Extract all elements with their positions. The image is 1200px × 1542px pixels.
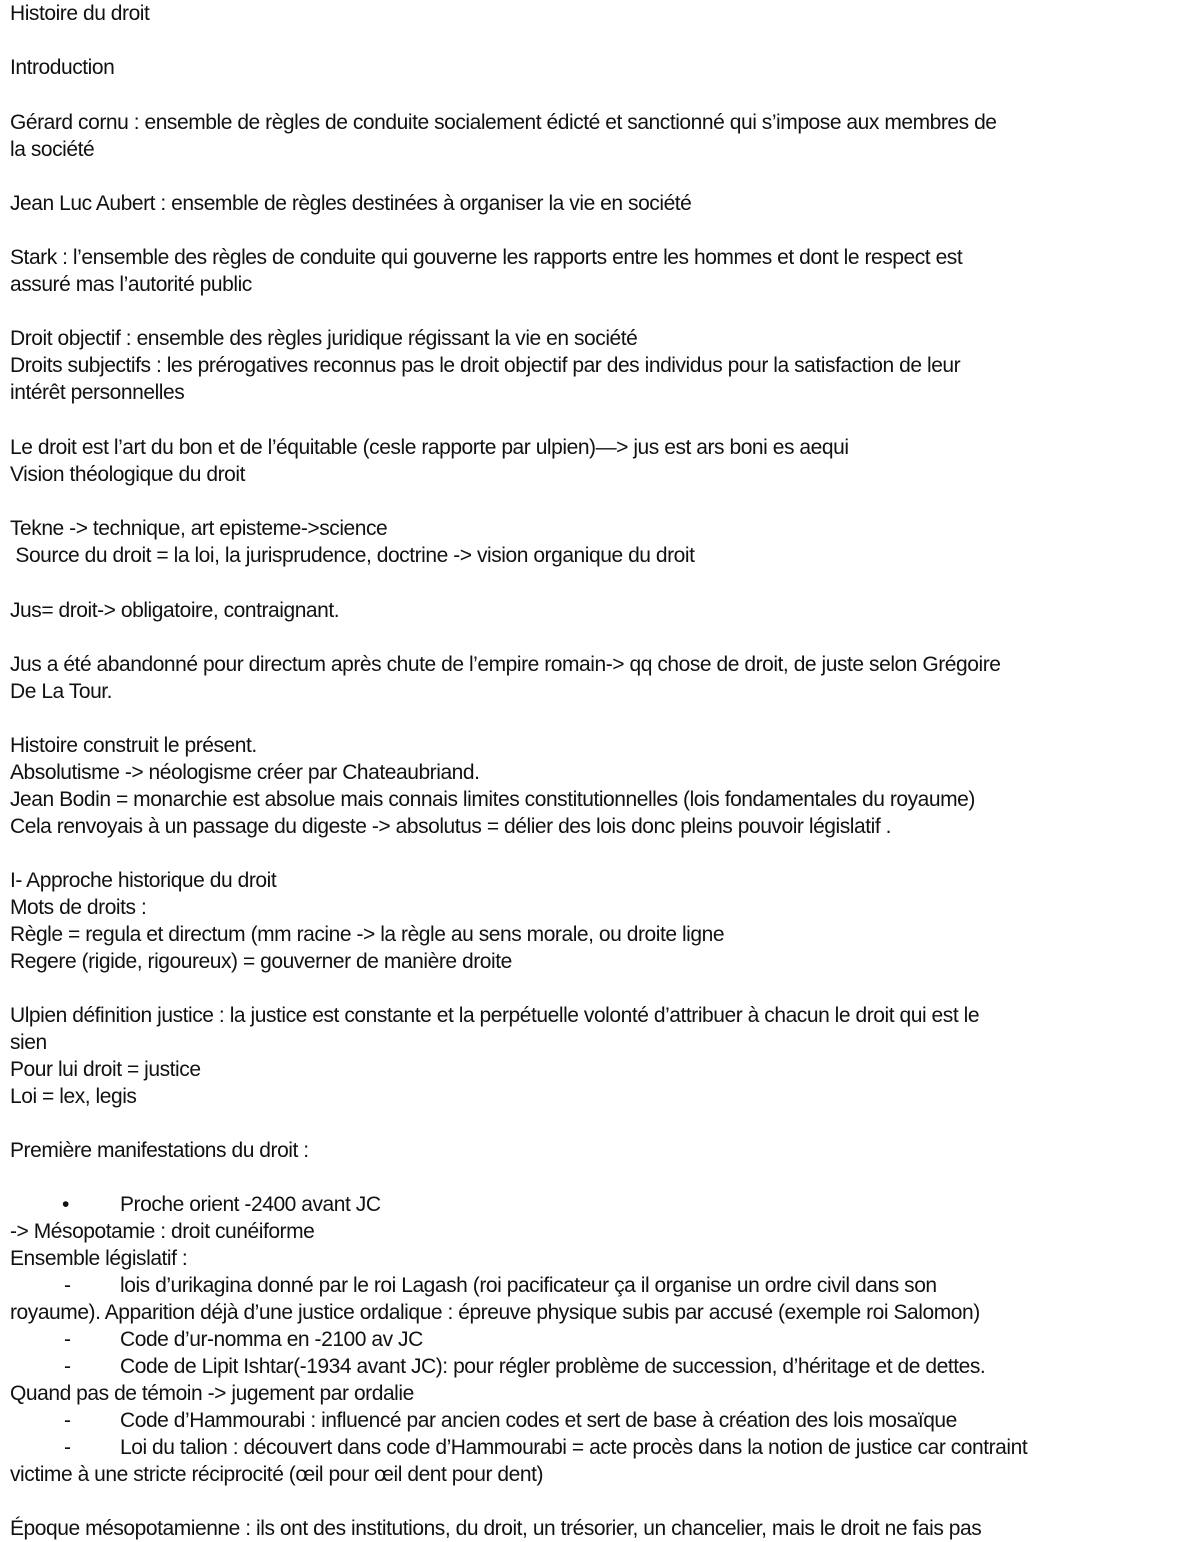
premiere-manifestations-line: Première manifestations du droit : (10, 1139, 309, 1162)
urikagina-line-1: lois d’urikagina donné par le roi Lagash (roi pacificateur ça il organise un ordre civil dans son (120, 1274, 937, 1297)
hammourabi-line: Code d’Hammourabi : influencé par ancien codes et sert de base à création des lois mosaïque (120, 1409, 957, 1432)
ulpien-line-2: sien (10, 1031, 47, 1054)
jus-abandon-line-1: Jus a été abandonné pour directum après chute de l’empire romain-> qq chose de droit, de juste selon Grégoire (10, 653, 1001, 676)
dash-marker: - (64, 1409, 71, 1432)
proche-orient-line: Proche orient -2400 avant JC (120, 1193, 381, 1216)
definition-cornu-line-1: Gérard cornu : ensemble de règles de conduite socialement édicté et sanctionné qui s’impose aux membres de (10, 111, 997, 134)
ensemble-legislatif-line: Ensemble législatif : (10, 1247, 188, 1270)
definition-cornu-line-2: la société (10, 138, 95, 161)
jus-abandon-line-2: De La Tour. (10, 680, 113, 703)
section-heading-approche: I- Approche historique du droit (10, 869, 277, 892)
dash-marker: - (64, 1274, 71, 1297)
mots-de-droits-line: Mots de droits : (10, 896, 147, 919)
section-heading-introduction: Introduction (10, 56, 115, 79)
dash-marker: - (64, 1355, 71, 1378)
lipit-ishtar-line: Code de Lipit Ishtar(-1934 avant JC): pour régler problème de succession, d’héritage et de dettes. (120, 1355, 986, 1378)
histoire-present-line: Histoire construit le présent. (10, 734, 257, 757)
ulpien-line-1: Ulpien définition justice : la justice est constante et la perpétuelle volonté d’attribuer à chacun le droit qui est le (10, 1004, 980, 1027)
ur-nomma-line: Code d’ur-nomma en -2100 av JC (120, 1328, 423, 1351)
pour-lui-line: Pour lui droit = justice (10, 1058, 201, 1081)
loi-lex-line: Loi = lex, legis (10, 1085, 137, 1108)
urikagina-line-2: royaume). Apparition déjà d’une justice ordalique : épreuve physique subis par accusé (exemple roi Salomon) (10, 1301, 980, 1324)
dash-marker: - (64, 1328, 71, 1351)
talion-line-1: Loi du talion : découvert dans code d’Hammourabi = acte procès dans la notion de justice car contraint (120, 1436, 1028, 1459)
absolutisme-line: Absolutisme -> néologisme créer par Chateaubriand. (10, 761, 480, 784)
regere-line: Regere (rigide, rigoureux) = gouverner de manière droite (10, 950, 512, 973)
definition-stark-line-2: assuré mas l’autorité public (10, 273, 252, 296)
definition-stark-line-1: Stark : l’ensemble des règles de conduite qui gouverne les rapports entre les hommes et dont le respect est (10, 246, 963, 269)
dash-marker: - (64, 1436, 71, 1459)
droits-subjectifs-line-2: intérêt personnelles (10, 381, 185, 404)
talion-line-2: victime à une stricte réciprocité (œil pour œil dent pour dent) (10, 1463, 544, 1486)
vision-theologique-line: Vision théologique du droit (10, 463, 245, 486)
document-title: Histoire du droit (10, 2, 150, 25)
droit-objectif-line: Droit objectif : ensemble des règles juridique régissant la vie en société (10, 327, 638, 350)
art-du-bon-line: Le droit est l’art du bon et de l’équitable (cesle rapporte par ulpien)—> jus est ars boni es aequi (10, 436, 849, 459)
epoque-mesopotamienne-line: Époque mésopotamienne : ils ont des institutions, du droit, un trésorier, un chancelier, mais le droit ne fais pas (10, 1517, 982, 1540)
source-du-droit-line: Source du droit = la loi, la jurisprudence, doctrine -> vision organique du droit (10, 544, 695, 567)
definition-aubert: Jean Luc Aubert : ensemble de règles destinées à organiser la vie en société (10, 192, 692, 215)
droits-subjectifs-line-1: Droits subjectifs : les prérogatives reconnus pas le droit objectif par des individus pour la satisfaction de leur (10, 354, 961, 377)
mesopotamie-line: -> Mésopotamie : droit cunéiforme (10, 1220, 315, 1243)
jus-line: Jus= droit-> obligatoire, contraignant. (10, 599, 340, 622)
tekne-line: Tekne -> technique, art episteme->science (10, 517, 388, 540)
bullet-marker: • (62, 1193, 69, 1216)
bodin-line: Jean Bodin = monarchie est absolue mais connais limites constitutionnelles (lois fondamentales du royaume) (10, 788, 975, 811)
quand-pas-de-temoin-line: Quand pas de témoin -> jugement par ordalie (10, 1382, 414, 1405)
regle-line: Règle = regula et directum (mm racine -> la règle au sens morale, ou droite ligne (10, 923, 725, 946)
digeste-line: Cela renvoyais à un passage du digeste -> absolutus = délier des lois donc pleins pouvoir législatif . (10, 815, 891, 838)
